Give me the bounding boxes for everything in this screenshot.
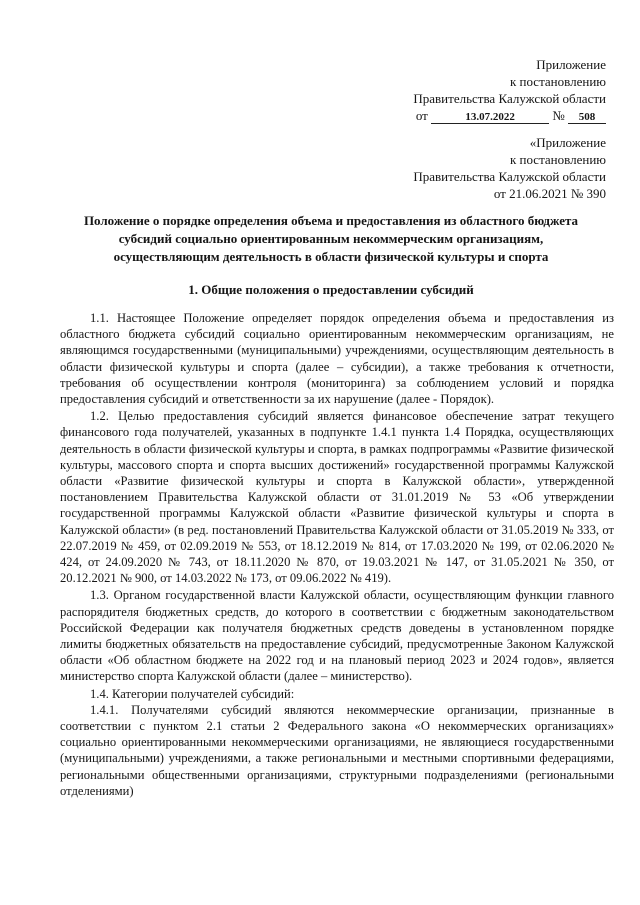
document-title: [56, 212, 606, 266]
title-line-1: Положение о порядке определения объема и предоставления из областного бюджета: [83, 213, 579, 228]
approval-line-2: к постановлению: [509, 74, 606, 89]
approval-date-value: 13.07.2022: [431, 111, 549, 124]
document-body: [60, 310, 614, 800]
approval-date-line: [413, 107, 606, 124]
title-line-3: осуществляющим деятельность в области физической культуры и спорта: [113, 249, 549, 264]
original-line-1: «Приложение: [529, 135, 606, 150]
original-appendix-block: [413, 134, 606, 202]
title-line-2: субсидий социально ориентированным некоммерческим организациям,: [118, 231, 544, 246]
approval-date-prefix: от: [415, 108, 428, 123]
paragraph-1-3: 1.3. Органом государственной власти Калужской области, осуществляющим функции главного распорядителя бюджетных средств, до которого в соответствии с бюджетным законодательством Российской Федерации как получателя бюджетных средств доведены в установленном порядке лимиты бюджетных обязательств на предоставление субсидий, предусмотренные Законом Калужской области «Об областном бюджете на 2022 год и на плановый период 2023 и 2024 годов», является министерство спорта Калужской области (далее – министерство).: [60, 588, 614, 684]
approval-number-prefix: №: [552, 108, 565, 123]
approval-number-value: 508: [568, 111, 606, 124]
original-line-2: к постановлению: [509, 152, 606, 167]
original-line-4: от 21.06.2021 № 390: [493, 186, 606, 201]
paragraph-1-2: 1.2. Целью предоставления субсидий является финансовое обеспечение затрат текущего финансового года получателей, указанных в подпункте 1.4.1 пункта 1.4 Порядка, осуществляющих деятельность в области физической культуры и спорта, в рамках подпрограммы «Развитие физической культуры, массового спорта и спорта высших достижений» государственной программы Калужской области «Развитие физической культуры и спорта в Калужской области», утвержденной постановлением Правительства Калужской области от 31.01.2019 № 53 «Об утверждении государственной программы Калужской области «Развитие физической культуры и спорта в Калужской области» (в ред. постановлений Правительства Калужской области от 31.05.2019 № 333, от 22.07.2019 № 459, от 02.09.2019 № 553, от 18.12.2019 № 814, от 17.03.2020 № 199, от 02.06.2020 № 424, от 24.09.2020 № 743, от 18.11.2020 № 870, от 19.03.2021 № 147, от 31.05.2021 № 350, от 20.12.2021 № 900, от 14.03.2022 № 173, от 09.06.2022 № 419).: [60, 409, 614, 586]
original-line-3: Правительства Калужской области: [413, 169, 606, 184]
approval-stamp-block: [413, 56, 606, 124]
approval-line-1: Приложение: [536, 57, 606, 72]
paragraph-1-4: 1.4. Категории получателей субсидий:: [90, 686, 295, 701]
paragraph-1-4-1: 1.4.1. Получателями субсидий являются некоммерческие организации, признанные в соответствии с пунктом 2.1 статьи 2 Федерального закона «О некоммерческих организациях» социально ориентированными некоммерческими организациями, не являющиеся государственными (муниципальными) учреждениями, а также региональными и местными спортивными федерациями, региональными общественными организациями, структурными подразделениями (региональными отделениями): [60, 702, 614, 798]
paragraph-1-1: 1.1. Настоящее Положение определяет порядок определения объема и предоставления из областного бюджета субсидий социально ориентированным некоммерческим организациям, не являющимся государственными (муниципальными) учреждениями, осуществляющим деятельность в области физической культуры и спорта (далее – субсидии), а также требования к отчетности, требования об осуществлении контроля (мониторинга) за соблюдением условий и порядка предоставления субсидий и ответственности за их нарушение (далее - Порядок).: [60, 311, 614, 407]
section-heading: 1. Общие положения о предоставлении субсидий: [188, 282, 474, 297]
approval-line-3: Правительства Калужской области: [413, 91, 606, 106]
